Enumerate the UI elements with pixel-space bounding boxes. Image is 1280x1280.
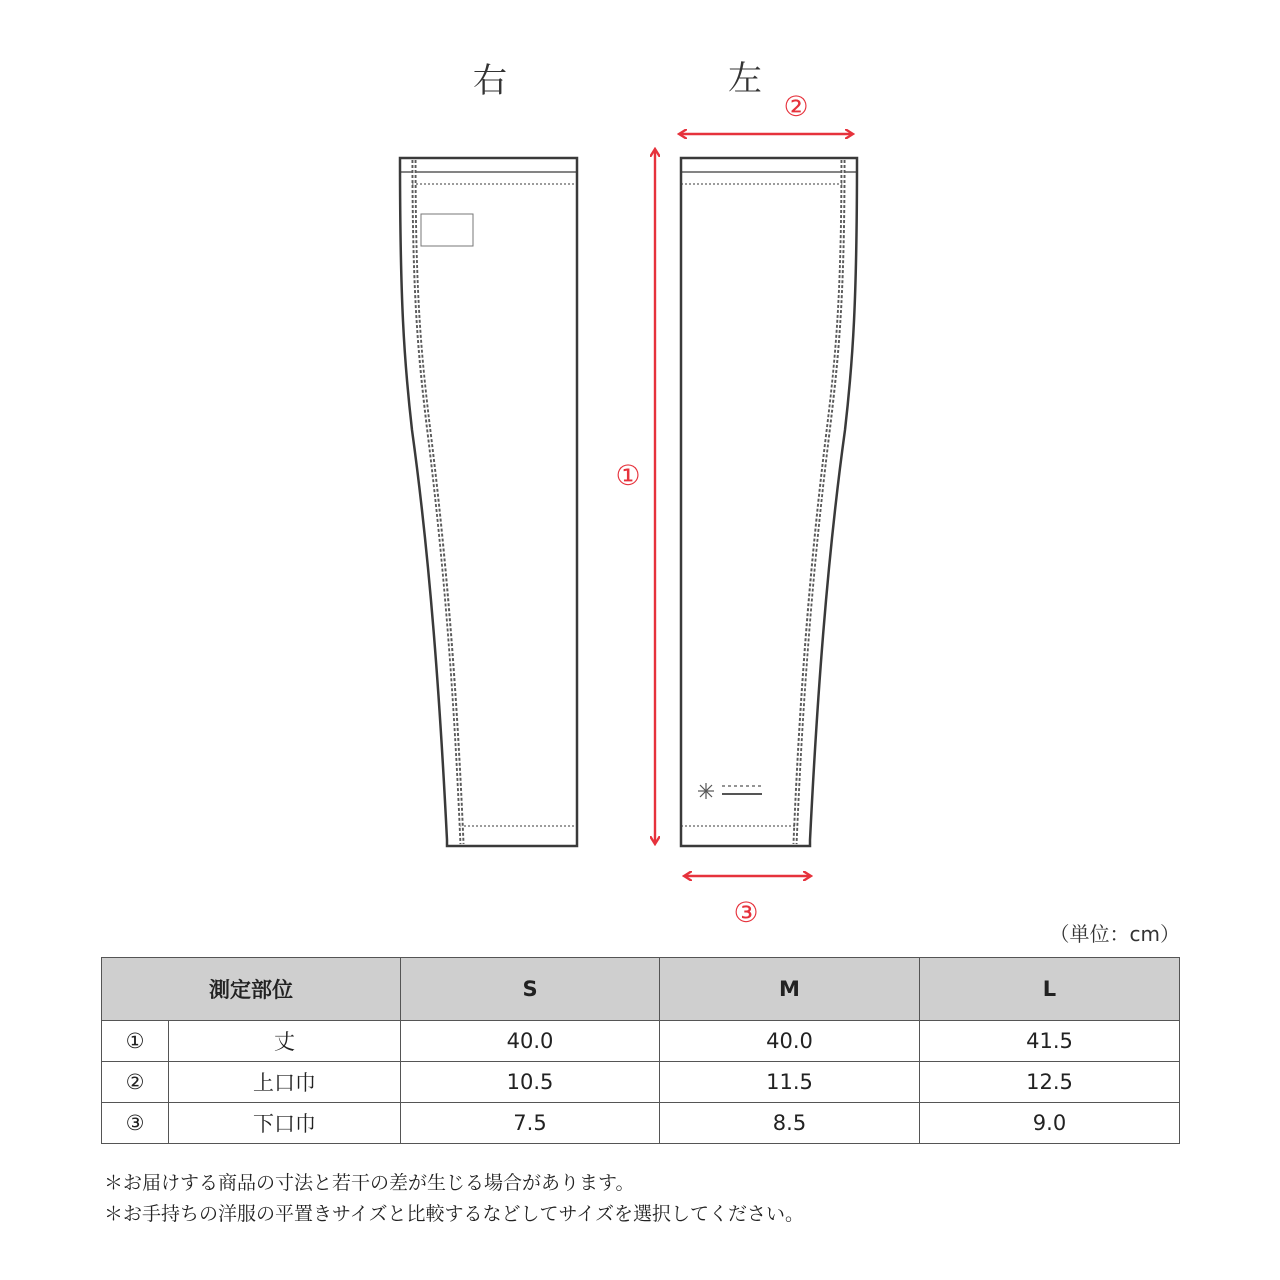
note-line: ＊お手持ちの洋服の平置きサイズと比較するなどしてサイズを選択してください。: [104, 1203, 804, 1225]
cell-value: 11.5: [660, 1062, 920, 1103]
header-size-s: S: [401, 958, 660, 1021]
unit-note: （単位：cm）: [1049, 922, 1180, 946]
cell-value: 9.0: [920, 1103, 1180, 1144]
cell-value: 41.5: [920, 1021, 1180, 1062]
row-part-name: 丈: [169, 1021, 401, 1062]
top-width-dim-label: ②: [783, 90, 809, 123]
notes: [104, 1168, 804, 1230]
table-row: [102, 1103, 1180, 1144]
header-size-l: L: [920, 958, 1180, 1021]
right-sleeve-label: 右: [473, 61, 507, 101]
header-size-m: M: [660, 958, 920, 1021]
right-sleeve: [400, 158, 577, 846]
header-part: 測定部位: [102, 958, 401, 1021]
row-part-name: 下口巾: [169, 1103, 401, 1144]
cell-value: 10.5: [401, 1062, 660, 1103]
cell-value: 12.5: [920, 1062, 1180, 1103]
cell-value: 7.5: [401, 1103, 660, 1144]
row-number: ①: [102, 1021, 169, 1062]
left-sleeve: [681, 158, 857, 846]
size-table: [101, 957, 1180, 1144]
cell-value: 40.0: [401, 1021, 660, 1062]
row-part-name: 上口巾: [169, 1062, 401, 1103]
note-line: ＊お届けする商品の寸法と若干の差が生じる場合があります。: [104, 1172, 635, 1194]
left-sleeve-label: 左: [728, 59, 762, 99]
table-row: [102, 1062, 1180, 1103]
row-number: ③: [102, 1103, 169, 1144]
table-row: [102, 1021, 1180, 1062]
bottom-width-dim-label: ③: [733, 896, 759, 929]
cell-value: 40.0: [660, 1021, 920, 1062]
table-header-row: [102, 958, 1180, 1021]
row-number: ②: [102, 1062, 169, 1103]
cell-value: 8.5: [660, 1103, 920, 1144]
length-dim-label: ①: [615, 459, 641, 492]
